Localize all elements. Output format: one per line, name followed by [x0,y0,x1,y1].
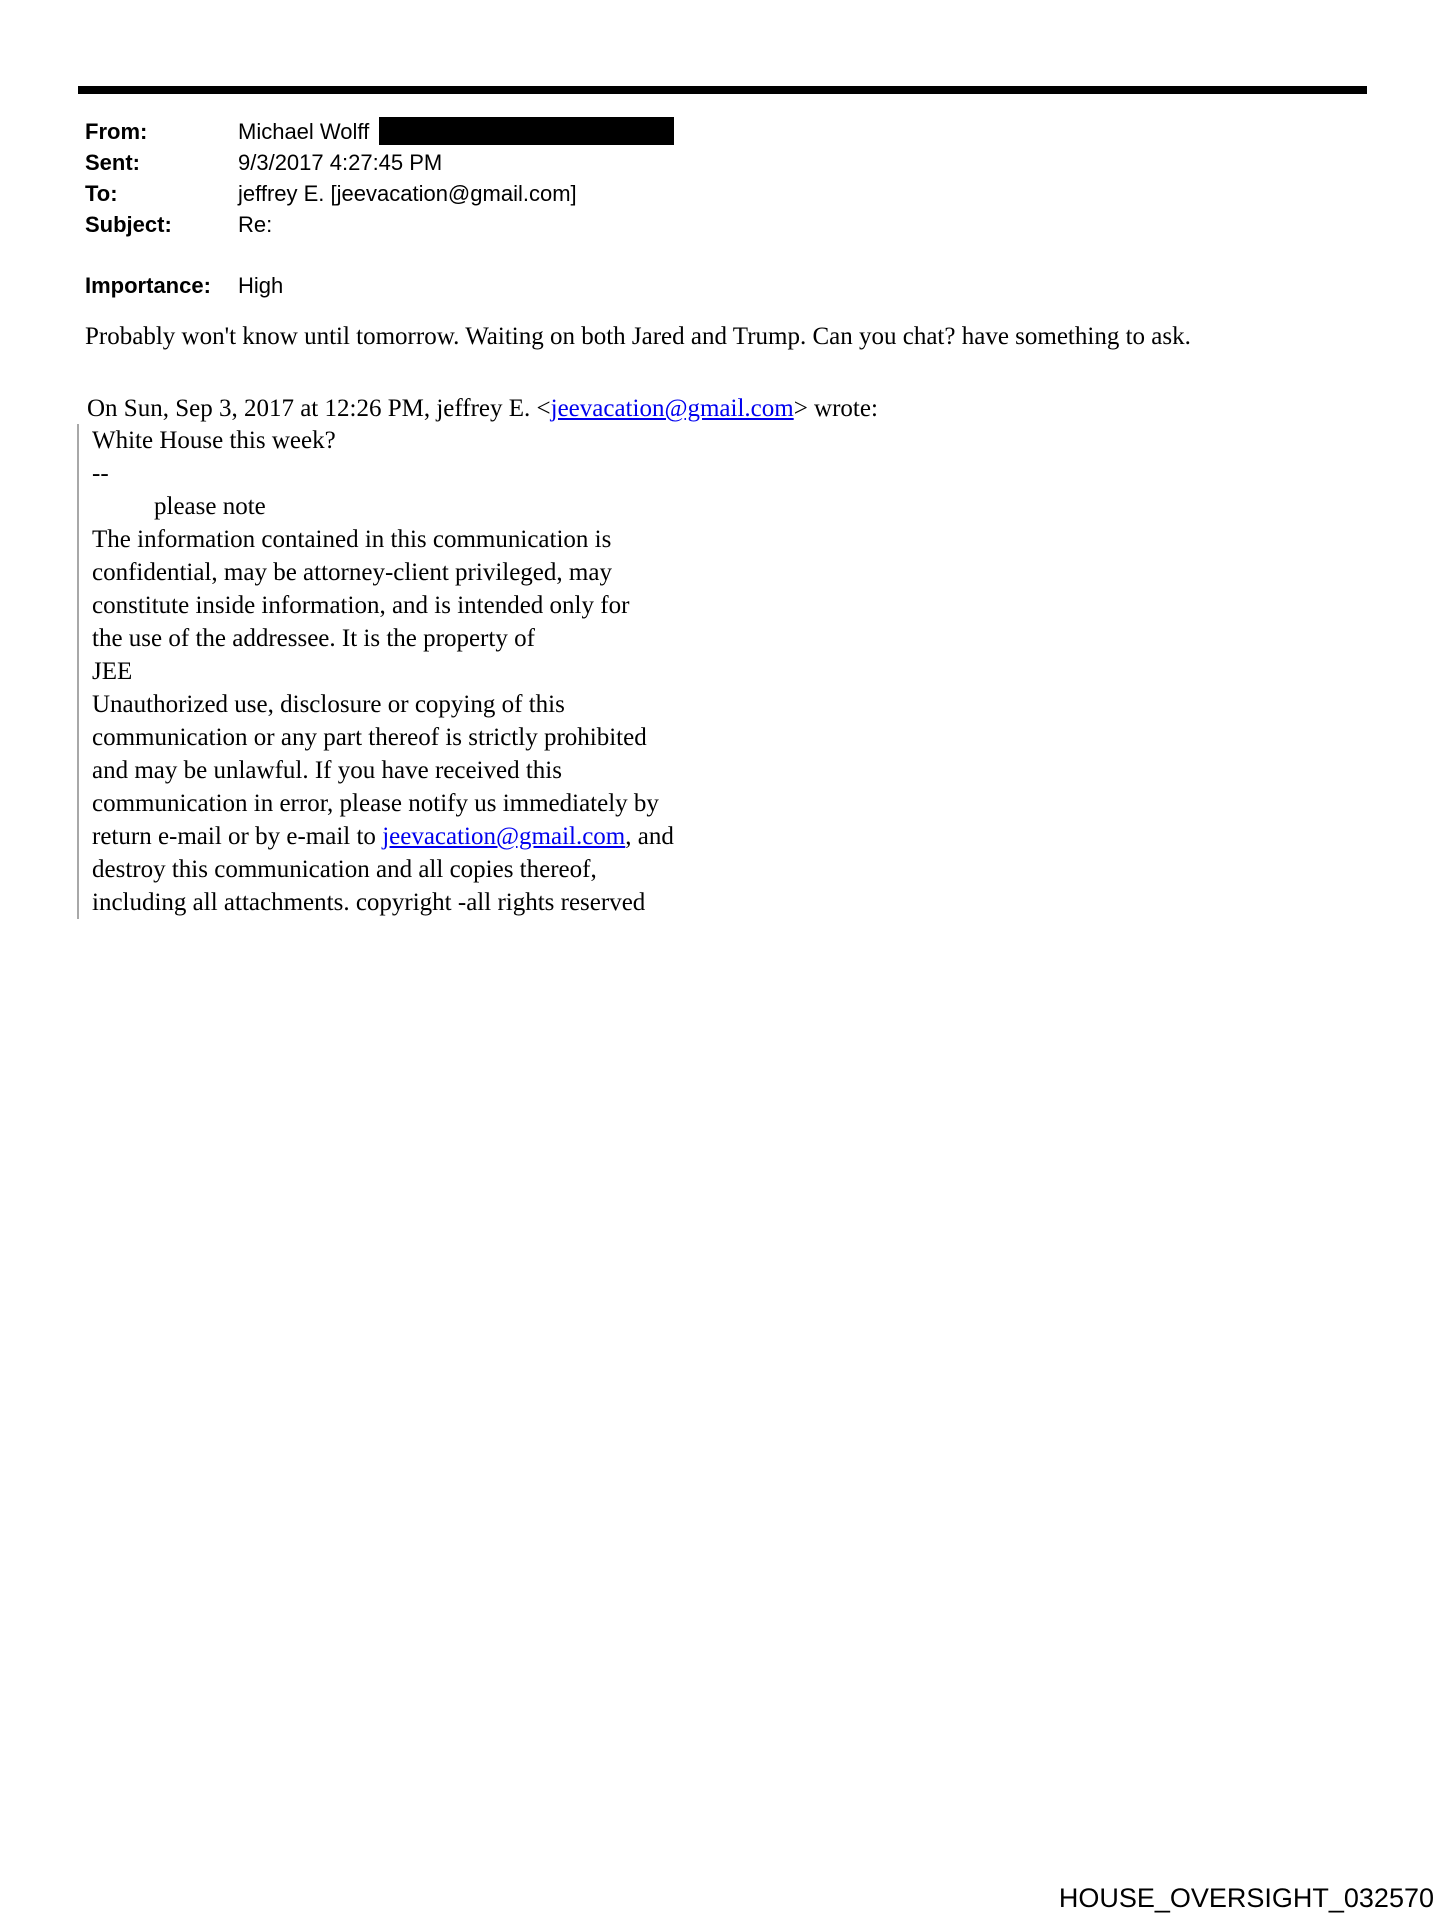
quote-line: The information contained in this communication is [92,526,612,553]
quote-line: the use of the addressee. It is the property of [92,625,535,652]
quote-line: -- [92,460,109,487]
quote-line: JEE [92,658,133,685]
header-row-to [85,178,674,209]
quote-line-with-link [92,820,812,853]
quoted-message [77,424,812,919]
header-row-from [85,116,674,147]
to-value: jeffrey E. [jeevacation@gmail.com] [238,181,577,207]
sent-value: 9/3/2017 4:27:45 PM [238,150,443,176]
quote-email-prefix: return e-mail or by e-mail to [92,823,383,850]
sender-email-link[interactable]: jeevacation@gmail.com [550,395,794,422]
quote-line: destroy this communication and all copies thereof, [92,856,597,883]
message-body: Probably won't know until tomorrow. Waiting on both Jared and Trump. Can you chat? have something to ask. [85,323,1191,350]
to-label: To: [85,181,118,207]
reply-attribution [87,392,878,425]
importance-value: High [238,273,284,299]
header-divider-rule [78,86,1367,94]
quote-line: and may be unlawful. If you have received this [92,757,562,784]
importance-label: Importance: [85,273,211,299]
quote-line: including all attachments. copyright -all rights reserved [92,889,646,916]
quote-line: confidential, may be attorney-client privileged, may [92,559,612,586]
quote-line: White House this week? [92,427,336,454]
from-value-wrap [238,116,674,147]
sent-label: Sent: [85,150,140,176]
from-label: From: [85,119,148,144]
header-row-importance [85,270,674,301]
subject-label: Subject: [85,212,172,238]
quote-line: communication or any part thereof is strictly prohibited [92,724,647,751]
bates-number: HOUSE_OVERSIGHT_032570 [1058,1883,1434,1913]
quote-line: constitute inside information, and is intended only for [92,592,630,619]
email-header [85,116,674,301]
quote-line: please note [154,493,266,520]
header-row-sent [85,147,674,178]
attribution-prefix: On Sun, Sep 3, 2017 at 12:26 PM, jeffrey E. < [87,395,551,422]
redaction-bar [379,117,674,145]
quoted-email-link[interactable]: jeevacation@gmail.com [382,823,626,850]
attribution-suffix: > wrote: [793,395,878,422]
quote-email-suffix: , and [625,823,674,850]
subject-value: Re: [238,212,273,238]
quote-line: communication in error, please notify us immediately by [92,790,659,817]
header-row-subject [85,209,674,240]
from-value: Michael Wolff [238,119,370,144]
quote-line: Unauthorized use, disclosure or copying of this [92,691,565,718]
